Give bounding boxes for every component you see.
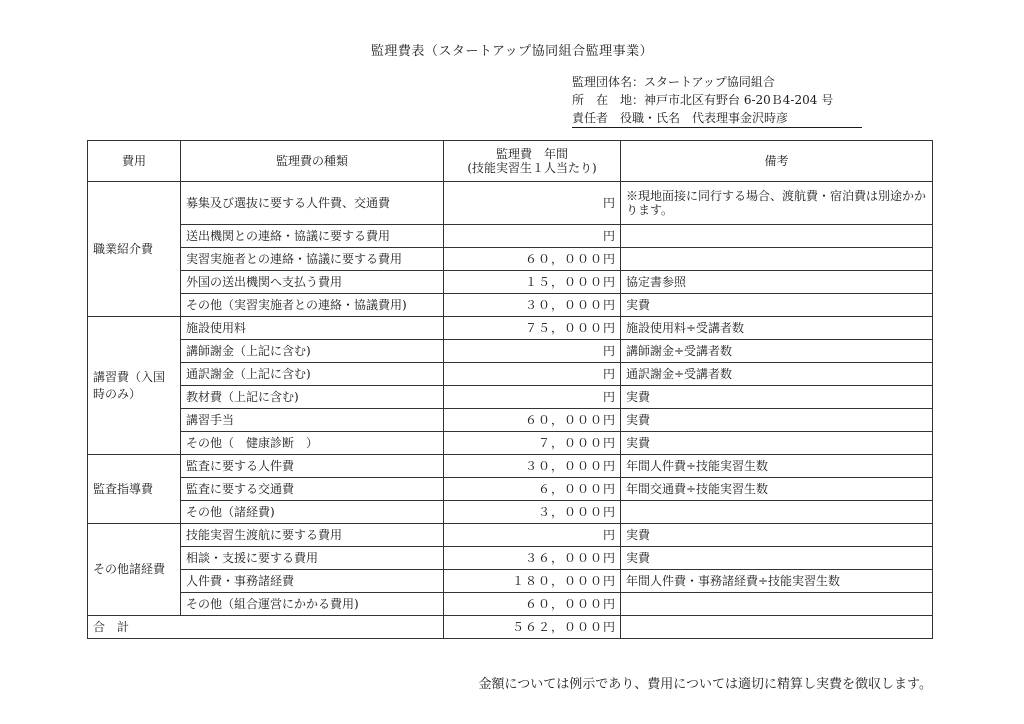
type-cell: 相談・支援に要する費用 bbox=[181, 547, 444, 570]
total-amount: ５６２，０００円 bbox=[444, 616, 621, 639]
note-cell bbox=[621, 248, 933, 271]
note-cell: 年間人件費÷技能実習生数 bbox=[621, 455, 933, 478]
fee-table bbox=[87, 140, 933, 639]
responsible-value: 代表理事金沢時彦 bbox=[692, 111, 789, 125]
total-label: 合 計 bbox=[88, 616, 444, 639]
responsible-line bbox=[572, 109, 862, 128]
note-cell bbox=[621, 593, 933, 616]
note-cell: 協定書参照 bbox=[621, 271, 933, 294]
type-cell: 通訳謝金（上記に含む) bbox=[181, 363, 444, 386]
org-name-label: 監理団体名： bbox=[572, 75, 645, 89]
amount-cell: 円 bbox=[444, 386, 621, 409]
note-cell: 通訳謝金÷受講者数 bbox=[621, 363, 933, 386]
responsible-label: 責任者 役職・氏名 bbox=[572, 111, 693, 125]
type-cell: 募集及び選抜に要する人件費、交通費 bbox=[181, 182, 444, 225]
amount-cell: ７５，０００円 bbox=[444, 317, 621, 340]
note-cell: 実費 bbox=[621, 386, 933, 409]
table-row bbox=[88, 455, 933, 478]
org-name-value: スタートアップ協同組合 bbox=[644, 75, 775, 89]
table-row bbox=[88, 340, 933, 363]
note-cell: 年間交通費÷技能実習生数 bbox=[621, 478, 933, 501]
amount-cell: ６０，０００円 bbox=[444, 248, 621, 271]
type-cell: その他（諸経費) bbox=[181, 501, 444, 524]
type-cell: 監査に要する人件費 bbox=[181, 455, 444, 478]
type-cell: 技能実習生渡航に要する費用 bbox=[181, 524, 444, 547]
note-cell bbox=[621, 501, 933, 524]
table-row bbox=[88, 409, 933, 432]
type-cell: 人件費・事務諸経費 bbox=[181, 570, 444, 593]
table-row bbox=[88, 363, 933, 386]
note-cell: 実費 bbox=[621, 409, 933, 432]
table-row bbox=[88, 524, 933, 547]
table-row bbox=[88, 570, 933, 593]
amount-cell: ６０，０００円 bbox=[444, 409, 621, 432]
amount-cell: １５，０００円 bbox=[444, 271, 621, 294]
amount-cell: １８０，０００円 bbox=[444, 570, 621, 593]
table-row bbox=[88, 317, 933, 340]
org-name-line bbox=[572, 73, 862, 90]
table-row bbox=[88, 501, 933, 524]
type-cell: その他（ 健康診断 ） bbox=[181, 432, 444, 455]
note-cell bbox=[621, 225, 933, 248]
type-cell: 施設使用料 bbox=[181, 317, 444, 340]
note-cell: 年間人件費・事務諸経費÷技能実習生数 bbox=[621, 570, 933, 593]
note-cell: 講師謝金÷受講者数 bbox=[621, 340, 933, 363]
amount-cell: 円 bbox=[444, 225, 621, 248]
table-row bbox=[88, 271, 933, 294]
category-cell: 職業紹介費 bbox=[88, 182, 181, 317]
note-cell: 施設使用料÷受講者数 bbox=[621, 317, 933, 340]
table-row bbox=[88, 248, 933, 271]
amount-cell: 円 bbox=[444, 340, 621, 363]
table-row bbox=[88, 478, 933, 501]
type-cell: その他（実習実施者との連絡・協議費用) bbox=[181, 294, 444, 317]
note-cell: 実費 bbox=[621, 524, 933, 547]
note-cell: 実費 bbox=[621, 432, 933, 455]
total-row bbox=[88, 616, 933, 639]
amount-cell: ３０，０００円 bbox=[444, 455, 621, 478]
category-cell: 講習費（入国時のみ） bbox=[88, 317, 181, 455]
address-line bbox=[572, 91, 862, 108]
type-cell: 外国の送出機関へ支払う費用 bbox=[181, 271, 444, 294]
table-row bbox=[88, 182, 933, 225]
page-title: 監理費表（スタートアップ協同組合監理事業） bbox=[370, 44, 654, 59]
type-cell: 送出機関との連絡・協議に要する費用 bbox=[181, 225, 444, 248]
type-cell: 実習実施者との連絡・協議に要する費用 bbox=[181, 248, 444, 271]
note-cell: ※現地面接に同行する場合、渡航費・宿泊費は別途かかります。 bbox=[621, 182, 933, 225]
amount-cell: ３０，０００円 bbox=[444, 294, 621, 317]
amount-cell: ６０，０００円 bbox=[444, 593, 621, 616]
amount-cell: ６，０００円 bbox=[444, 478, 621, 501]
amount-cell: ７，０００円 bbox=[444, 432, 621, 455]
header-amount-line2: (技能実習生１人当たり) bbox=[467, 161, 597, 175]
table-row bbox=[88, 386, 933, 409]
address-value: 神戸市北区有野台 6-20Ｂ4-204 号 bbox=[644, 93, 834, 107]
header-note: 備考 bbox=[621, 141, 933, 182]
footer-note: 金額については例示であり、費用については適切に精算し実費を徴収します。 bbox=[478, 677, 932, 692]
table-row bbox=[88, 225, 933, 248]
type-cell: 教材費（上記に含む) bbox=[181, 386, 444, 409]
table-row bbox=[88, 547, 933, 570]
note-cell: 実費 bbox=[621, 547, 933, 570]
header-type: 監理費の種類 bbox=[181, 141, 444, 182]
type-cell: 講習手当 bbox=[181, 409, 444, 432]
table-row bbox=[88, 593, 933, 616]
address-label: 所 在 地： bbox=[572, 93, 645, 107]
category-cell: 監査指導費 bbox=[88, 455, 181, 524]
amount-cell: ３，０００円 bbox=[444, 501, 621, 524]
amount-cell: 円 bbox=[444, 363, 621, 386]
total-note bbox=[621, 616, 933, 639]
header-amount-line1: 監理費 年間 bbox=[495, 147, 568, 161]
table-header-row bbox=[88, 141, 933, 182]
note-cell: 実費 bbox=[621, 294, 933, 317]
type-cell: 監査に要する交通費 bbox=[181, 478, 444, 501]
table-row bbox=[88, 432, 933, 455]
type-cell: 講師謝金（上記に含む) bbox=[181, 340, 444, 363]
category-cell: その他諸経費 bbox=[88, 524, 181, 616]
amount-cell: 円 bbox=[444, 182, 621, 225]
amount-cell: 円 bbox=[444, 524, 621, 547]
header-category: 費用 bbox=[88, 141, 181, 182]
header-amount bbox=[444, 141, 621, 182]
type-cell: その他（組合運営にかかる費用) bbox=[181, 593, 444, 616]
table-row bbox=[88, 294, 933, 317]
amount-cell: ３６，０００円 bbox=[444, 547, 621, 570]
